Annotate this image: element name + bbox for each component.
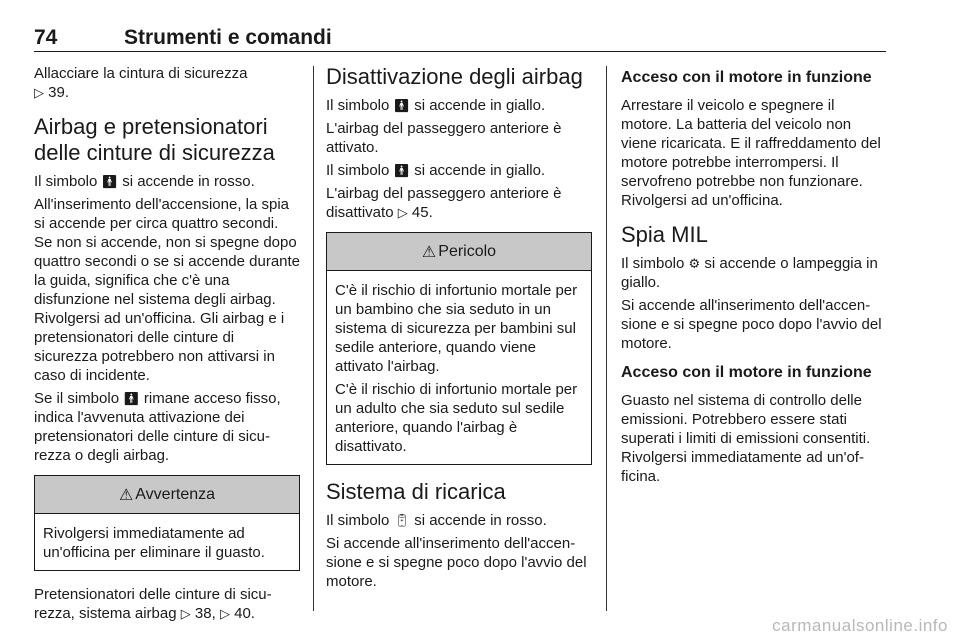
warning-triangle-icon: ⚠︎ <box>118 486 134 504</box>
airbag-symbol-paragraph: Il simbolo 🚹︎ si accende in rosso. <box>34 173 255 190</box>
airbag-warning-icon: 🚹︎ <box>123 391 140 406</box>
heading-acceso-motore-1: Acceso con il motore in funzione <box>621 69 872 86</box>
page-ref-arrow-icon: ▷ <box>34 85 44 100</box>
heading-acceso-motore-2: Acceso con il motore in funzione <box>621 364 872 381</box>
chapter-title: Strumenti e comandi <box>124 26 332 49</box>
symbol-fixed-paragraph: Se il simbolo 🚹︎ rimane acceso fisso, indica l'avvenuta attivazione dei pretensionatori delle cinture di sicurezza o degli airbag. <box>34 390 281 464</box>
watermark: carmanualsonline.info <box>772 616 948 635</box>
warning-text: Rivolgersi immediatamente ad un'officina per eliminare il guasto. <box>43 525 265 561</box>
page-ref-arrow-icon: ▷ <box>180 606 191 621</box>
heading-sistema-ricarica: Sistema di ricarica <box>326 479 506 504</box>
page-ref-arrow-icon: ▷ <box>397 205 408 220</box>
page-header <box>34 22 886 52</box>
column-3 <box>621 64 887 490</box>
acceso-motore-2-text: Guasto nel sistema di controllo delle emissioni. Potrebbero essere stati superati i limiti di emissioni consentiti. Rivolgersi immediatamente ad un'officina. <box>621 392 871 485</box>
airbag-warning-icon: 🚹︎ <box>101 174 119 189</box>
acceso-motore-1-text: Arrestare il veicolo e spegnere il motore. La batteria del veicolo non viene ricaricata. E il raffreddamento del motore potrebbe interrompersi. Il servofreno potrebbe non funzionare. Rivolgersi ad un'officina. <box>621 97 881 209</box>
heading-airbag-pretensionatori: Airbag e pretensionatori delle cinture di sicurezza <box>34 114 275 165</box>
warning-box <box>34 475 300 571</box>
page-number: 74 <box>34 26 58 49</box>
danger-box <box>326 232 592 465</box>
mil-symbol-paragraph: Il simbolo ⚙︎ si accende o lampeggia in giallo. <box>621 255 878 291</box>
battery-icon: 🔋︎ <box>393 513 411 528</box>
column-divider <box>313 66 314 611</box>
warning-box-header: ⚠︎ Avvertenza <box>35 476 299 514</box>
danger-text-adult: C'è il rischio di infortunio mortale per un adulto che sia seduto sul sedile anteriore, quando l'airbag è disattivato. <box>335 381 578 455</box>
airbag-off-icon: 🚹︎ <box>393 163 411 178</box>
ignition-paragraph: All'inserimento dell'accensione, la spia si accende per circa quattro secondi. Se non si accende, non si spegne dopo quattro secondi o se si accende durante la guida, significa che c'è una disfunzione nel sistema degli airbag. Rivolgersi ad un'officina. Gli airbag e i pretensionatori delle cinture di sicurezza potrebbero non attivarsi in caso di incidente. <box>34 196 301 384</box>
mil-text: Si accende all'inserimento dell'accensione e si spegne poco dopo l'avvio del motore. <box>621 297 882 352</box>
column-divider <box>606 66 607 611</box>
airbag-on-symbol-paragraph: Il simbolo 🚹︎ si accende in giallo. <box>326 97 546 114</box>
battery-symbol-paragraph: Il simbolo 🔋︎ si accende in rosso. <box>326 512 547 529</box>
page-ref-arrow-icon: ▷ <box>219 606 230 621</box>
heading-spia-mil: Spia MIL <box>621 222 708 247</box>
column-1 <box>34 64 300 627</box>
airbag-off-symbol-paragraph: Il simbolo 🚹︎ si accende in giallo. <box>326 162 546 179</box>
intro-paragraph: Allacciare la cintura di sicurezza ▷ 39. <box>34 65 248 101</box>
pretensioner-ref-paragraph: Pretensionatori delle cinture di sicurezza, sistema airbag ▷ 38, ▷ 40. <box>34 586 272 622</box>
danger-text-child: C'è il rischio di infortunio mortale per un bambino che sia seduto in un sistema di sicurezza per bambini sul sedile anteriore, quando viene attivato l'airbag. <box>335 282 578 375</box>
warning-triangle-icon: ⚠︎ <box>421 243 437 261</box>
column-2 <box>326 64 592 595</box>
airbag-on-text: L'airbag del passeggero anteriore è attivato. <box>326 120 562 156</box>
danger-box-header: ⚠︎ Pericolo <box>327 233 591 271</box>
heading-disattivazione-airbag: Disattivazione degli airbag <box>326 64 583 89</box>
battery-text: Si accende all'inserimento dell'accensione e si spegne poco dopo l'avvio del motore. <box>326 535 587 590</box>
engine-check-icon: ⚙︎ <box>688 256 701 271</box>
airbag-on-icon: 🚹︎ <box>393 98 411 113</box>
airbag-off-text: L'airbag del passeggero anteriore è disattivato ▷ 45. <box>326 185 562 221</box>
